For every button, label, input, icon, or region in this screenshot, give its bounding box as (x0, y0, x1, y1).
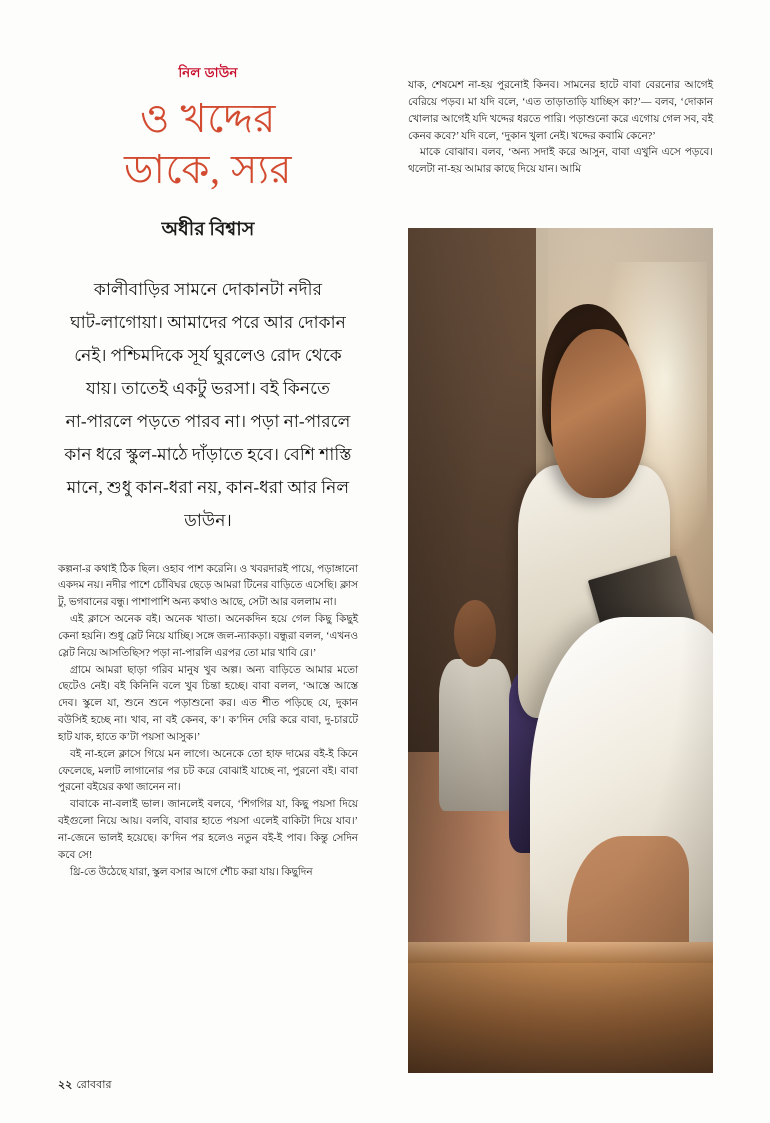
body-paragraph: যাক, শেষমেশ না‑হয় পুরনোই কিনব। সামনের হাটে বাবা বেরনোর আগেই বেরিয়ে পড়ব। মা যদি বলে, ‘এত তাড়াতাড়ি যাচ্ছিস কা?’— বলব, ‘দোকান খোলার আগেই যদি খদ্দের ধরতে পারি। পড়াশুনো করে এগোয় গেল সব, বই কেনব কবে?’ যদি বলে, ‘দুকান খুলা নেই। খদ্দের কবামি কেনে?’ (408, 80, 713, 142)
photo-background (408, 228, 713, 1073)
article-byline: অধীর বিশ্বাস (161, 219, 255, 241)
body-paragraph: বই না‑হলে ক্লাসে গিয়ে মন লাগে। অনেকে তো হাফ দামের বই‑ই কিনে ফেলেছে, মলাট লাগানোর পর চট করে বোঝাই যাচ্ছে না, পুরনো বই। বাবা পুরনো বইয়ের কথা জানেন না। (58, 748, 358, 794)
body-paragraph: বাবাকে না‑বলাই ভাল। জানলেই বলবে, ‘শিগগির যা, কিছু পয়সা দিয়ে বইগুলো নিয়ে আয়। বলবি, বাবার হাতে পয়সা এলেই বাকিটা দিয়ে যাব।’ না‑জেনে ভালই হয়েছে। ক’দিন পর হলেও নতুন বই‑ই পাব। কিন্তু সেদিন কবে সে! (58, 799, 358, 861)
right-body-text (408, 78, 713, 179)
body-paragraph: এই ক্লাসে অনেক বই। অনেক খাতা। অনেকদিন হয়ে গেল কিছু কিছুই কেনা হয়নি। শুধু স্লেট নিয়ে যাচ্ছি। সঙ্গে জল‑ন্যাকড়া। বন্ধুরা বলল, ‘এখনও স্লেট নিয়ে আসতিছিস? পড়া না‑পারলি এরপর তো মার খাবি রে।’ (58, 614, 358, 659)
classroom-photo (408, 228, 713, 1073)
article-standfirst: কালীবাড়ির সামনে দোকানটা নদীর ঘাট‑লাগোয়া। আমাদের পরে আর দোকান নেই। পশ্চিমদিকে সূর্য ঘুরলেও রোদ থেকে যায়। তাতেই একটু ভরসা। বই কিনতে না‑পারলে পড়তে পারব না। পড়া না‑পারলে কান ধরে স্কুল‑মাঠে দাঁড়াতে হবে। বেশি শাস্তি মানে, শুধু কান‑ধরা নয়, কান‑ধরা আর নিল ডাউন। (64, 280, 352, 531)
left-body-text (58, 562, 358, 882)
page-number: ২২ (58, 1079, 73, 1091)
body-paragraph: থ্রি‑তে উঠেছে যারা, স্কুল বসার আগে শৌচ করা যায়। কিছুদিন (70, 866, 313, 878)
page-title (58, 93, 358, 195)
right-column (408, 78, 713, 179)
body-paragraph: মাকে বোঝাব। বলব, ‘অন্য সদাই করে আসুন, বাবা এখুনি এসে পড়বে। থলেটা না‑হয় আমার কাছে দিয়ে যান। আমি (408, 147, 713, 176)
headline-line-2: ডাকে, স্যর (123, 147, 293, 193)
article-kicker: নিল ডাউন (178, 65, 238, 80)
photo-vignette (408, 228, 713, 1073)
body-paragraph: গ্রামে আমরা ছাড়া গরিব মানুষ খুব অল্প। অন্য বাড়িতে আমার মতো ছেটেও নেই। বই কিনিনি বলে খুব চিন্তা হচ্ছে। বাবা বলল, ‘আস্তে আস্তে দেব। স্কুলে যা, শুনে শুনে পড়াশুনো কর। এত শীত পড়িছে যে, দুকান বউসিই হচ্ছে না। খাব, না বই কেনব, ক’। ক’দিন দেরি করে বাবা, দু‑চারটে হাট যাক, হাতে ক’টা পয়সা আসুক।’ (58, 664, 358, 743)
page-footer (58, 1076, 112, 1095)
headline-line-1: ও খদ্দের (140, 96, 276, 141)
left-column (58, 62, 358, 882)
body-paragraph: কল্পনা‑র কথাই ঠিক ছিল। ওহাব পাশ করেনি। ও খবরদারই পায়ে, পড়াঙ্গানো একদম নয়। নদীর পাশে চোঁবিঘর ছেড়ে আমরা টিনের বাড়িতে এসেছি। ক্লাস টু, ভগবানের বন্ধু। পাশাপাশি অন্য কথাও আছে, সেটা আর বললাম না। (58, 563, 358, 609)
publication-name: রোববার (76, 1079, 112, 1091)
